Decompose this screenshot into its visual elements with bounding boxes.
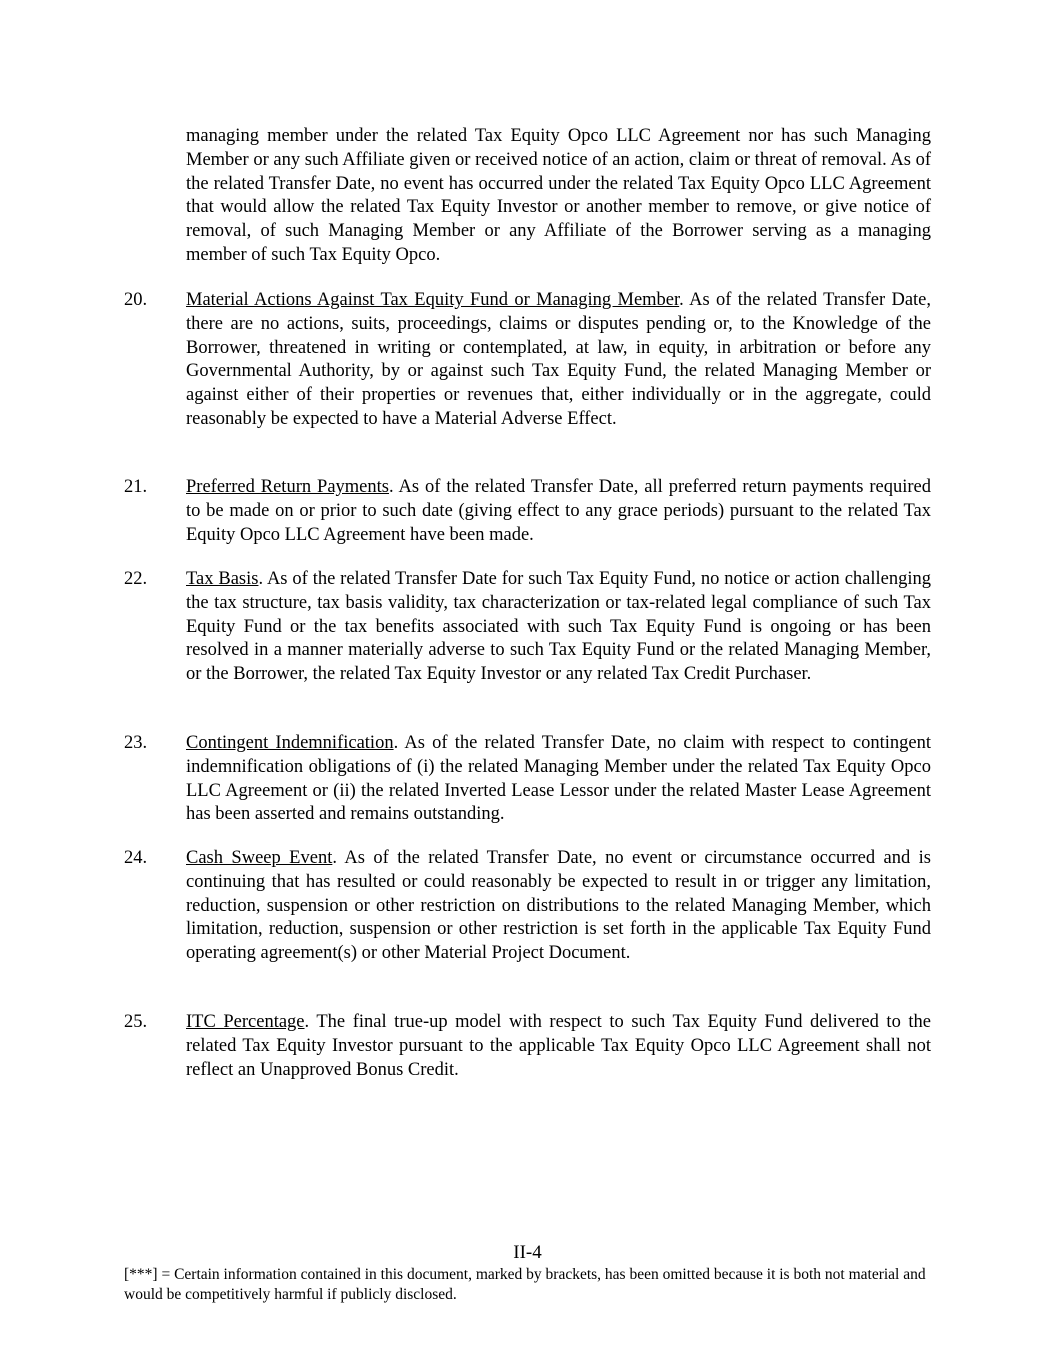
section-text: . As of the related Transfer Date, no event or circumstance occurred and is continuing that has resulted or could reasonably be expected to result in or trigger any limitation, reduction, suspension or other restriction on distributions to the related Managing Member, which limitation, reduction, suspension or other restriction is set forth in the applicable Tax Equity Fund operating agreement(s) or other Material Project Document. [186, 848, 931, 964]
section-text: . As of the related Transfer Date, all preferred return payments required to be made on or prior to such date (giving effect to any grace periods) pursuant to the related Tax Equity Opco LLC Agreement have been made. [186, 477, 931, 545]
section-number: 20. [124, 290, 148, 310]
section-body [186, 1011, 931, 1082]
section-text: . As of the related Transfer Date for such Tax Equity Fund, no notice or action challenging the tax structure, tax basis validity, tax characterization or tax-related legal compliance of such Tax Equity Fund or the tax benefits associated with such Tax Equity Fund is ongoing or has been resolved in a manner materially adverse to such Tax Equity Fund or the related Managing Member, or the Borrower, the related Tax Equity Investor or any related Tax Credit Purchaser. [186, 569, 931, 685]
section-number: 23. [124, 733, 148, 753]
section-25 [124, 1011, 931, 1082]
section-number: 21. [124, 477, 148, 497]
section-heading: ITC Percentage [186, 1012, 305, 1032]
section-number: 24. [124, 848, 148, 868]
page-number: II-4 [513, 1242, 542, 1263]
section-text: . As of the related Transfer Date, there are no actions, suits, proceedings, claims or disputes pending or, to the Knowledge of the Borrower, threatened in writing or contemplated, at law, in equity, in arbitration or before any Governmental Authority, by or against such Tax Equity Fund, the related Managing Member or against either of their properties or revenues that, either individually or in the aggregate, could reasonably be expected to have a Material Adverse Effect. [186, 290, 932, 429]
section-24 [124, 847, 931, 966]
section-23 [124, 732, 931, 827]
section-number: 25. [124, 1012, 148, 1032]
section-body [186, 732, 931, 827]
section-text: . As of the related Transfer Date, no claim with respect to contingent indemnification obligations of (i) the related Managing Member under the related Tax Equity Opco LLC Agreement or (ii) the related Inverted Lease Lessor under the related Master Lease Agreement has been asserted and remains outstanding. [186, 733, 931, 825]
section-20 [124, 289, 931, 432]
section-21 [124, 476, 931, 547]
section-body [186, 847, 931, 966]
continuation-paragraph: managing member under the related Tax Equity Opco LLC Agreement nor has such Managing Member or any such Affiliate given or received notice of an action, claim or threat of removal. As of the related Transfer Date, no event has occurred under the related Tax Equity Opco LLC Agreement that would allow the related Tax Equity Investor or another member to remove, or give notice of removal, of such Managing Member or any Affiliate of the Borrower serving as a managing member of such Tax Equity Opco. [186, 126, 931, 265]
section-heading: Tax Basis [186, 569, 259, 589]
section-number: 22. [124, 569, 148, 589]
section-heading: Material Actions Against Tax Equity Fund or Managing Member [186, 290, 680, 310]
section-text: . The final true-up model with respect to such Tax Equity Fund delivered to the related Tax Equity Investor pursuant to the applicable Tax Equity Opco LLC Agreement shall not reflect an Unapproved Bonus Credit. [186, 1012, 931, 1080]
footnote: [***] = Certain information contained in this document, marked by brackets, has been omitted because it is both not material and would be competitively harmful if publicly disclosed. [124, 1266, 926, 1303]
section-heading: Contingent Indemnification [186, 733, 394, 753]
section-heading: Cash Sweep Event [186, 848, 333, 868]
section-body [186, 568, 931, 687]
section-body [186, 476, 931, 547]
section-22 [124, 568, 931, 687]
section-heading: Preferred Return Payments [186, 477, 389, 497]
section-body [186, 289, 931, 432]
